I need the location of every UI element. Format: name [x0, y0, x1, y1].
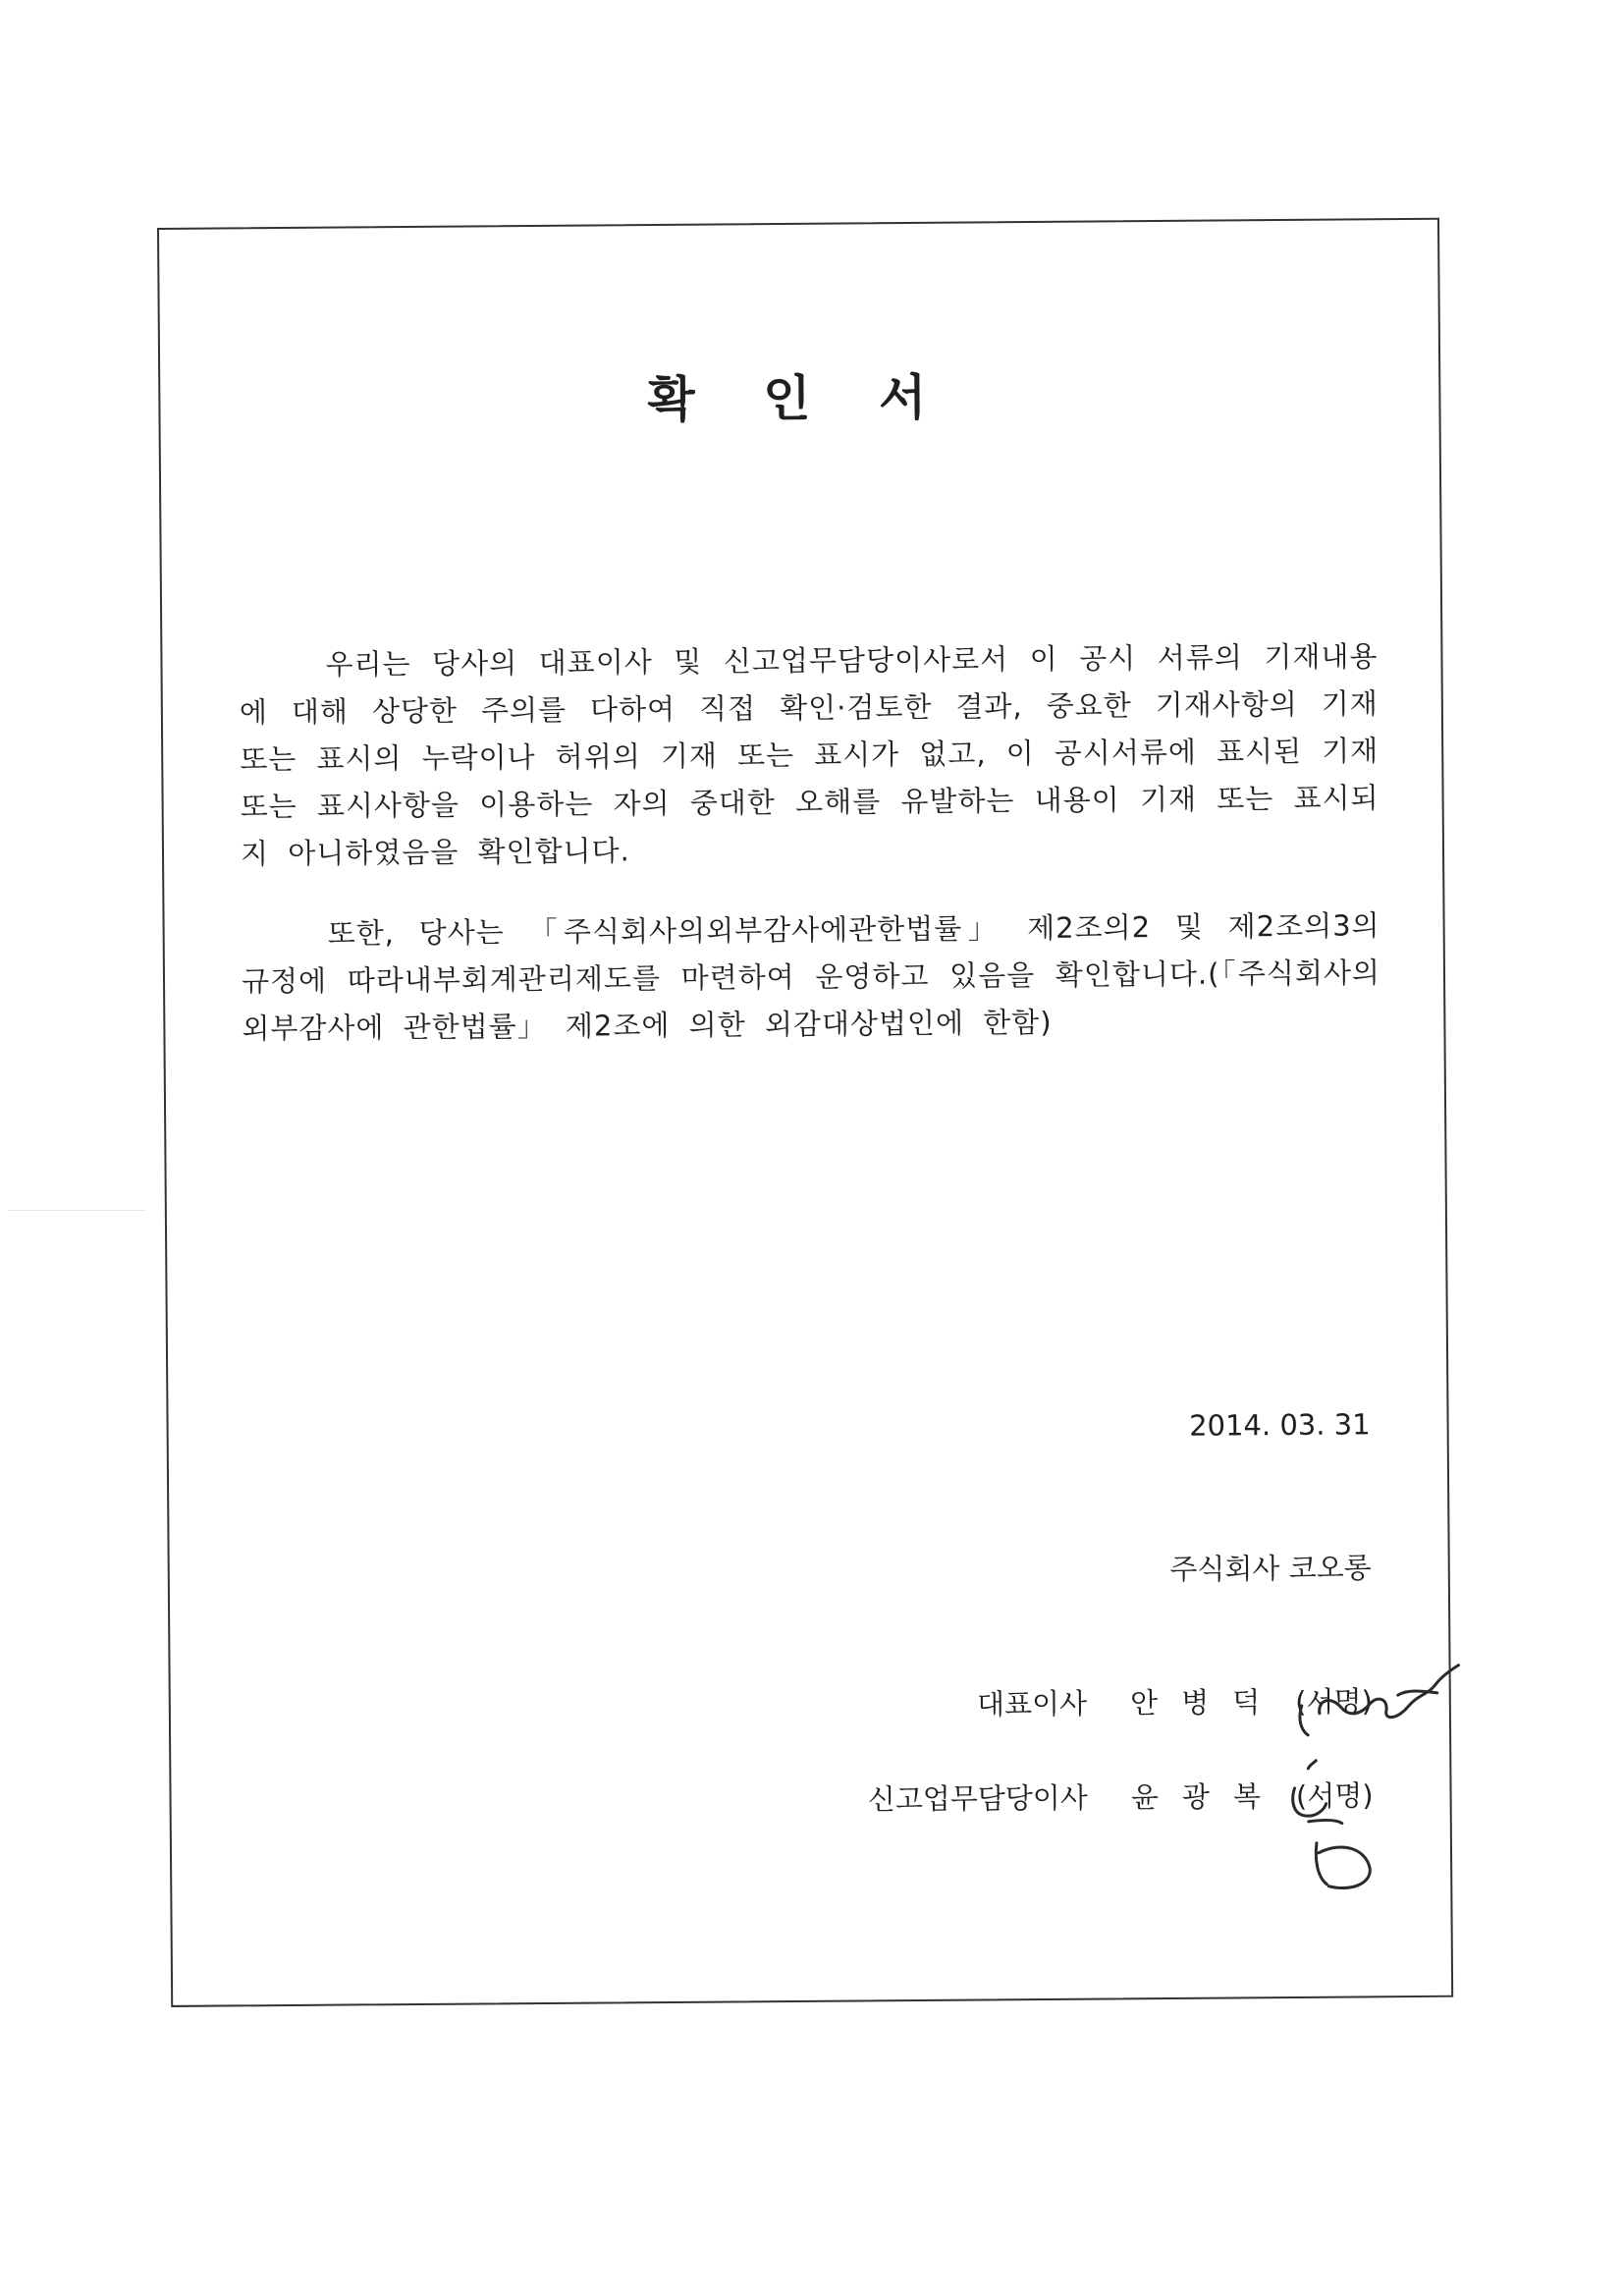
signatory-role: 대표이사: [976, 1686, 1088, 1722]
document-frame: [157, 218, 1453, 2007]
signatory-name: 안병덕: [1129, 1685, 1284, 1721]
confirmation-paragraph-2: 또한, 당사는 「주식회사의외부감사에관한법률」 제2조의2 및 제2조의3의 규정에 따라내부회계관리제도를 마련하여 운영하고 있음을 확인합니다.(「주식회사의 외부감사에 관한법률」 제2조에 의한 외감대상법인에 한함): [241, 908, 1381, 1046]
signatory-role: 신고업무담당이사: [867, 1780, 1089, 1817]
signature-mark-label: (서명): [1295, 1684, 1373, 1719]
signatory-row-reporting-director: [867, 1778, 1374, 1817]
company-name: 주식회사 코오롱: [1169, 1551, 1372, 1586]
document-title: 확 인 서: [647, 368, 952, 429]
document-date: 2014. 03. 31: [1188, 1407, 1371, 1443]
scan-artifact-line: [8, 1210, 145, 1211]
confirmation-paragraph-1: 우리는 당사의 대표이사 및 신고업무담당이사로서 이 공시 서류의 기재내용에 대해 상당한 주의를 다하여 직접 확인·검토한 결과, 중요한 기재사항의 기재 또는 표시의 누락이나 허위의 기재 또는 표시가 없고, 이 공시서류에 표시된 기재 또는 표시사항을 이용하는 자의 중대한 오해를 유발하는 내용이 기재 또는 표시되지 아니하였음을 확인합니다.: [239, 639, 1380, 871]
signatory-name: 윤광복: [1130, 1779, 1285, 1815]
signature-mark-label: (서명): [1295, 1778, 1374, 1813]
signatory-row-ceo: [976, 1684, 1373, 1722]
